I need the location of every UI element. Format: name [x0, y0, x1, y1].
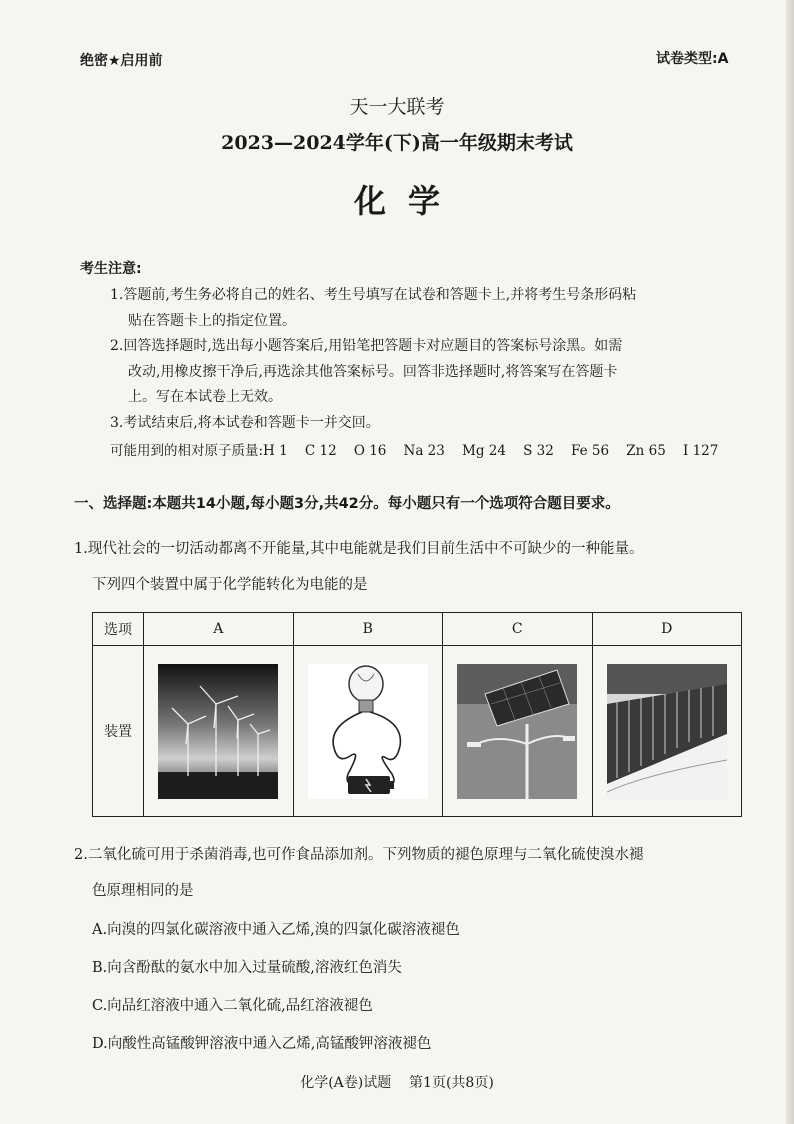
- question-1-prompt: 下列四个装置中属于化学能转化为电能的是: [92, 577, 368, 593]
- light-bulb-battery-image: [308, 664, 428, 799]
- page-edge-shadow: [786, 0, 794, 1124]
- option-b-image: [293, 646, 443, 817]
- table-header-label: 选项: [93, 613, 144, 646]
- option-d-label: D: [592, 613, 742, 646]
- question-2-option-b: B.向含酚酞的氨水中加入过量硫酸,溶液红色消失: [92, 960, 402, 976]
- page-footer: 化学(A卷)试题 第1页(共8页): [300, 1075, 494, 1091]
- section-heading: 一、选择题:本题共14小题,每小题3分,共42分。每小题只有一个选项符合题目要求。: [74, 496, 620, 512]
- notice-heading: 考生注意:: [80, 261, 142, 277]
- option-c-label: C: [443, 613, 593, 646]
- option-a-label: A: [144, 613, 294, 646]
- exam-title: 2023—2024学年(下)高一年级期末考试: [221, 132, 573, 154]
- question-2-option-d: D.向酸性高锰酸钾溶液中通入乙烯,高锰酸钾溶液褪色: [92, 1036, 432, 1052]
- confidential-label: 绝密★启用前: [80, 53, 163, 69]
- solar-street-lamp-image: [457, 664, 577, 799]
- notice-item: 3.考试结束后,将本试卷和答题卡一并交回。: [110, 415, 380, 431]
- wind-turbine-image: [158, 664, 278, 799]
- notice-item: 2.回答选择题时,选出每小题答案后,用铅笔把答题卡对应题目的答案标号涂黑。如需: [110, 338, 623, 354]
- notice-item: 改动,用橡皮擦干净后,再选涂其他答案标号。回答非选择题时,将答案写在答题卡: [128, 364, 618, 380]
- subject-title: 化学: [353, 182, 462, 220]
- atomic-masses: 可能用到的相对原子质量:H 1 C 12 O 16 Na 23 Mg 24 S 32 Fe 56 Zn 65 I 127: [110, 443, 719, 459]
- notice-item: 上。写在本试卷上无效。: [128, 389, 282, 405]
- question-2-stem-cont: 色原理相同的是: [92, 883, 194, 899]
- option-a-image: [144, 646, 294, 817]
- question-2-option-c: C.向品红溶液中通入二氧化硫,品红溶液褪色: [92, 998, 373, 1014]
- notice-item: 贴在答题卡上的指定位置。: [128, 313, 296, 329]
- table-row-label: 装置: [93, 646, 144, 817]
- question-2-stem: 2.二氧化硫可用于杀菌消毒,也可作食品添加剂。下列物质的褪色原理与二氧化硫使溴水褪: [74, 847, 644, 863]
- option-d-image: [592, 646, 742, 817]
- option-c-image: [443, 646, 593, 817]
- notice-item: 1.答题前,考生务必将自己的姓名、考生号填写在试卷和答题卡上,并将考生号条形码粘: [110, 287, 637, 303]
- question-1-table: [92, 612, 742, 817]
- option-b-label: B: [293, 613, 443, 646]
- exam-organizer: 天一大联考: [349, 96, 445, 118]
- hydropower-dam-image: [607, 664, 727, 799]
- question-1-stem: 1.现代社会的一切活动都离不开能量,其中电能就是我们目前生活中不可缺少的一种能量。: [74, 541, 644, 557]
- question-2-option-a: A.向溴的四氯化碳溶液中通入乙烯,溴的四氯化碳溶液褪色: [92, 922, 460, 938]
- paper-type-label: 试卷类型:A: [656, 51, 729, 67]
